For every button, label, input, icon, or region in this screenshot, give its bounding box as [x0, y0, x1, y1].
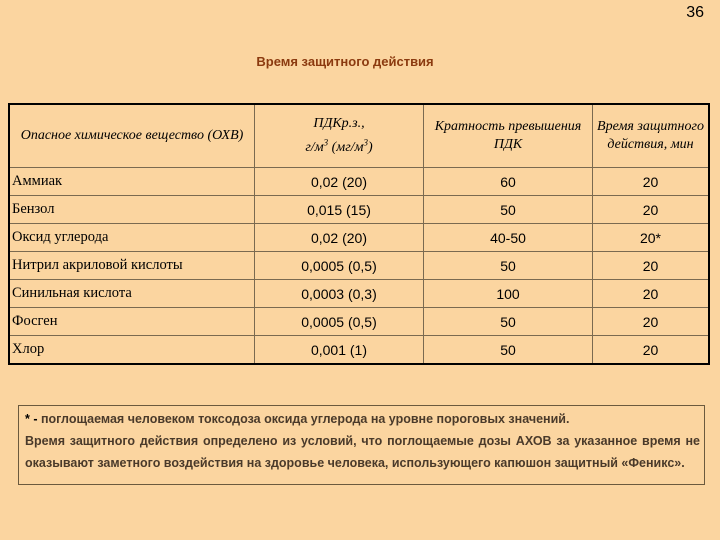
cell-time: 20 — [593, 252, 710, 280]
cell-pdk: 0,02 (20) — [255, 168, 424, 196]
protection-time-table — [8, 103, 710, 365]
footnote — [18, 405, 705, 485]
cell-time: 20* — [593, 224, 710, 252]
header-pdk — [255, 104, 424, 168]
cell-substance: Хлор — [9, 336, 255, 365]
cell-time: 20 — [593, 308, 710, 336]
cell-pdk: 0,0005 (0,5) — [255, 252, 424, 280]
table-header-row — [9, 104, 709, 168]
cell-time: 20 — [593, 280, 710, 308]
header-pdk-unit: $г/м^3$ $(мг/м^3)$ — [305, 137, 373, 155]
table-row — [9, 308, 709, 336]
cell-time: 20 — [593, 168, 710, 196]
table-row — [9, 252, 709, 280]
page-number: 36 — [686, 4, 704, 21]
table-row — [9, 224, 709, 252]
header-pdk-line1: ПДКр.з., — [313, 116, 365, 132]
cell-ratio: 50 — [424, 252, 593, 280]
cell-pdk: 0,0005 (0,5) — [255, 308, 424, 336]
cell-substance: Бензол — [9, 196, 255, 224]
header-time: Время защитного действия, мин — [593, 104, 710, 168]
footnote-line2: Время защитного действия определено из условий, что поглощаемые дозы АХОВ за указанное время не оказывают заметного воздействия на здоровье человека, использующего капюшон защитный «Феникс». — [25, 434, 700, 470]
cell-pdk: 0,02 (20) — [255, 224, 424, 252]
slide-title: Время защитного действия — [256, 54, 434, 69]
table-row — [9, 168, 709, 196]
table-row — [9, 280, 709, 308]
footnote-star: * - — [25, 412, 38, 426]
cell-ratio: 50 — [424, 308, 593, 336]
cell-ratio: 100 — [424, 280, 593, 308]
footnote-line1: поглощаемая человеком токсодоза оксида углерода на уровне пороговых значений. — [37, 412, 570, 426]
cell-ratio: 60 — [424, 168, 593, 196]
cell-substance: Аммиак — [9, 168, 255, 196]
cell-ratio: 50 — [424, 336, 593, 365]
cell-pdk: 0,015 (15) — [255, 196, 424, 224]
cell-substance: Фосген — [9, 308, 255, 336]
cell-pdk: 0,0003 (0,3) — [255, 280, 424, 308]
header-ratio: Кратность превышения ПДК — [424, 104, 593, 168]
cell-time: 20 — [593, 336, 710, 365]
cell-substance: Оксид углерода — [9, 224, 255, 252]
header-substance: Опасное химическое вещество (ОХВ) — [9, 104, 255, 168]
cell-pdk: 0,001 (1) — [255, 336, 424, 365]
table-row — [9, 196, 709, 224]
cell-substance: Нитрил акриловой кислоты — [9, 252, 255, 280]
cell-ratio: 50 — [424, 196, 593, 224]
table-row — [9, 336, 709, 365]
cell-time: 20 — [593, 196, 710, 224]
cell-substance: Синильная кислота — [9, 280, 255, 308]
cell-ratio: 40-50 — [424, 224, 593, 252]
